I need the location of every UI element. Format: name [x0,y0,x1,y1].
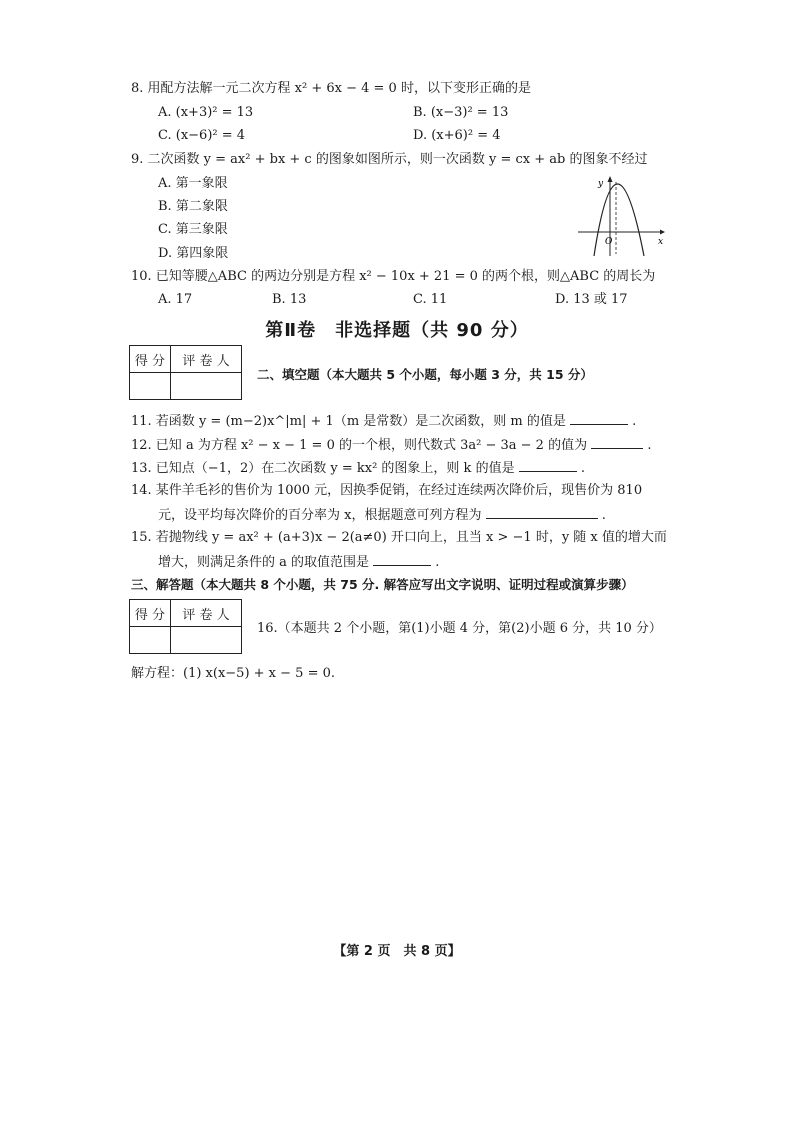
q11 [131,411,636,431]
q13-end: . [580,461,585,476]
q9-graph-x-label: x [658,237,664,247]
q10-option-d: D. 13 或 17 [555,292,628,307]
q14-answer-blank[interactable] [486,505,598,519]
q13-text: 13. 已知点（−1，2）在二次函数 y = kx² 的图象上，则 k 的值是 [131,461,515,476]
q9-stem: 9. 二次函数 y = ax² + bx + c 的图象如图所示，则一次函数 y = cx + ab 的图象不经过 [131,152,648,167]
q15-line2 [158,552,439,572]
score-cell[interactable] [130,373,171,400]
q8-option-a: A. (x+3)² = 13 [158,105,254,120]
grader-label: 评 卷 人 [171,600,242,627]
q14-end: . [601,508,606,523]
q11-end: . [632,414,637,429]
q10-option-c: C. 11 [413,292,448,307]
q11-text: 11. 若函数 y = (m−2)x^|m| + 1（m 是常数）是二次函数，则 m 的值是 [131,414,566,429]
q12-end: . [647,438,652,453]
part2-title: 第Ⅱ卷 非选择题（共 90 分） [265,320,529,341]
q8-option-c: C. (x−6)² = 4 [158,128,246,143]
q9-graph-origin-label: O [605,237,613,247]
q15-answer-blank[interactable] [373,552,431,566]
q8-option-d: D. (x+6)² = 4 [413,128,501,143]
q14-line1: 14. 某件羊毛衫的售价为 1000 元，因换季促销，在经过连续两次降价后，现售价为 810 [131,483,643,498]
grader-label: 评 卷 人 [171,346,242,373]
fill-section-header: 二、填空题（本大题共 5 个小题，每小题 3 分，共 15 分） [257,367,593,382]
q16-header: 16.（本题共 2 个小题，第(1)小题 4 分，第(2)小题 6 分，共 10 分） [257,621,662,636]
grader-cell[interactable] [171,373,242,400]
q9-option-c: C. 第三象限 [158,222,228,237]
q9-graph-y-label: y [598,179,604,189]
q14-line2 [158,505,606,525]
q8-option-b: B. (x−3)² = 13 [413,105,509,120]
q12-answer-blank[interactable] [591,435,643,449]
q10-stem: 10. 已知等腰△ABC 的两边分别是方程 x² − 10x + 21 = 0 的两个根，则△ABC 的周长为 [131,269,656,284]
grader-cell[interactable] [171,627,242,654]
score-label: 得 分 [130,600,171,627]
q12 [131,435,652,455]
score-label: 得 分 [130,346,171,373]
q10-option-a: A. 17 [158,292,193,307]
q12-text: 12. 已知 a 为方程 x² − x − 1 = 0 的一个根，则代数式 3a² − 3a − 2 的值为 [131,438,588,453]
q15-text: 增大，则满足条件的 a 的取值范围是 [158,555,370,570]
q9-option-b: B. 第二象限 [158,199,228,214]
q8-stem: 8. 用配方法解一元二次方程 x² + 6x − 4 = 0 时，以下变形正确的是 [131,81,531,96]
score-box-fill [129,345,242,400]
q15-end: . [435,555,440,570]
score-cell[interactable] [130,627,171,654]
q9-parabola-graph [574,174,668,260]
score-box-q16 [129,599,242,654]
q9-option-d: D. 第四象限 [158,246,229,261]
q16-text: 解方程：(1) x(x−5) + x − 5 = 0. [131,666,335,681]
q11-answer-blank[interactable] [570,411,628,425]
q9-option-a: A. 第一象限 [158,176,228,191]
solve-section-header: 三、解答题（本大题共 8 个小题，共 75 分. 解答应写出文字说明、证明过程或演算步骤） [131,577,634,592]
q15-line1: 15. 若抛物线 y = ax² + (a+3)x − 2(a≠0) 开口向上，且当 x > −1 时，y 随 x 值的增大而 [131,530,667,545]
page-footer: 【第 2 页 共 8 页】 [333,944,461,959]
q13-answer-blank[interactable] [519,458,577,472]
q10-option-b: B. 13 [272,292,307,307]
q14-text: 元，设平均每次降价的百分率为 x，根据题意可列方程为 [158,508,482,523]
q13 [131,458,585,478]
